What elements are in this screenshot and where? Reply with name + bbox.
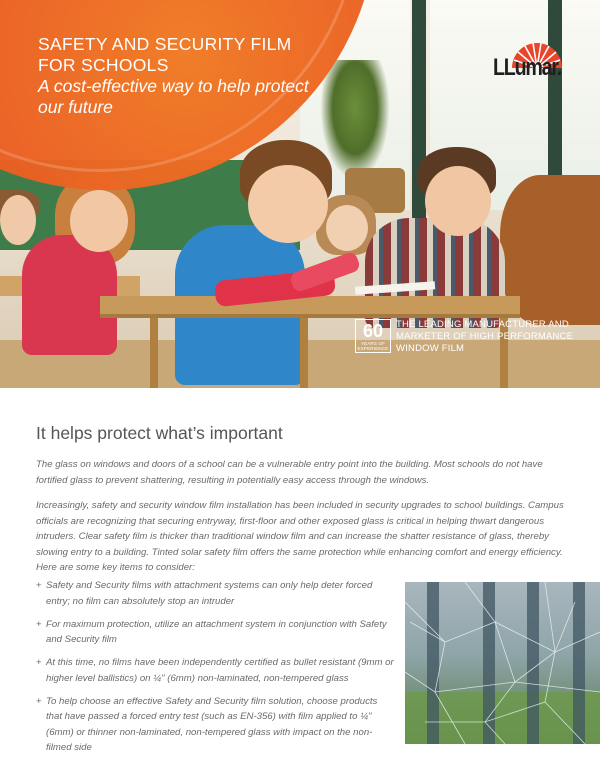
section-heading: It helps protect what’s important — [36, 423, 283, 443]
desk-leg — [300, 318, 308, 388]
desk-leg — [150, 318, 158, 388]
list-item — [36, 578, 394, 609]
body-paragraph: Increasingly, safety and security window film installation has been included in security upgrades to school buildings. Campus officials are recognizing that securing entryway, first-floor and other exposed glass is critical in helping thwart dangerous intruders. Clear safety film is thicker than traditional window film and can increase the shatter resistance of glass, thereby slowing entry to a building. Tinted solar safety film offers the same protection while enhancing comfort and energy efficiency. Here are some key items to consider: — [36, 500, 564, 573]
student-face — [425, 166, 491, 236]
glass-crack-icon — [405, 582, 600, 744]
badge-caption: YEARS OF EXPERIENCE — [357, 341, 389, 351]
list-item — [36, 655, 394, 686]
student-face — [326, 205, 368, 251]
badge-tagline: THE LEADING MANUFACTURER AND MARKETER OF HIGH PERFORMANCE WINDOW FILM — [396, 319, 574, 354]
student-face — [70, 190, 128, 252]
list-item — [36, 694, 394, 756]
list-item-text: For maximum protection, utilize an attachment system in conjunction with Safety and Security film — [46, 618, 387, 645]
years-badge — [355, 319, 391, 353]
bullet-icon: + — [36, 580, 42, 591]
list-item — [36, 617, 394, 648]
window-frame — [412, 0, 426, 230]
desk — [100, 296, 520, 318]
hero-title: SAFETY AND SECURITY FILM FOR SCHOOLS — [38, 34, 292, 75]
hero-subtitle: A cost-effective way to help protect our future — [38, 76, 309, 117]
list-item-text: Safety and Security films with attachment systems can only help deter forced entry; no film can absolutely stop an intruder — [46, 580, 373, 607]
key-items-list — [36, 578, 394, 763]
list-item-text: To help choose an effective Safety and Security film solution, choose products that have passed a forced entry test (such as EN-356) with film applied to ¼" (6mm) or thinner non-laminated, non-tempered glass with impact on the non-filmed side — [46, 695, 378, 753]
bullet-icon: + — [36, 695, 42, 707]
bullet-icon: + — [36, 618, 42, 630]
list-item-text: At this time, no films have been independently certified as bullet resistant (9mm or higher level ballistics) on ¼" (6mm) non-laminated, non-tempered glass — [46, 657, 394, 684]
intro-paragraph: The glass on windows and doors of a school can be a vulnerable entry point into the building. Most schools do not have fortified glass to prevent shattering, resulting in potentially easy access through the windows. — [36, 459, 543, 486]
student-body — [22, 235, 117, 355]
cracked-glass-photo — [405, 582, 600, 744]
student-face — [248, 165, 328, 243]
brand-logo: LLumar. — [493, 54, 561, 81]
badge-number: 60 — [362, 321, 384, 341]
student-face — [0, 195, 36, 245]
bullet-icon: + — [36, 657, 42, 668]
